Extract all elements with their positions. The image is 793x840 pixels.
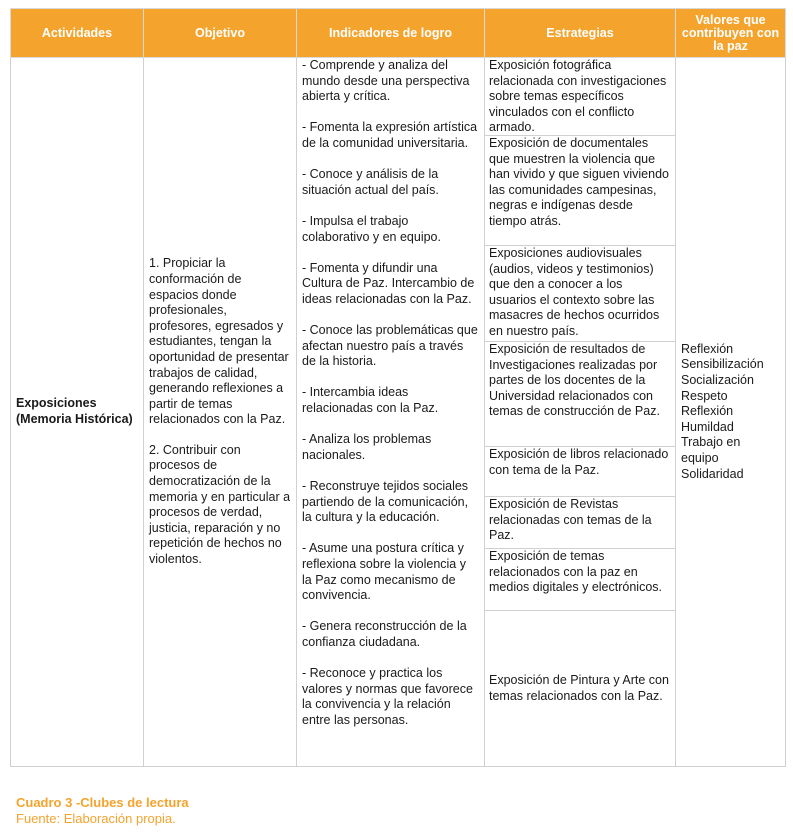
valor-item: Trabajo en equipo	[681, 435, 741, 465]
activities-table	[10, 8, 786, 767]
indicadores-list	[302, 58, 479, 729]
table-caption	[16, 795, 189, 827]
caption-source: Fuente: Elaboración propia.	[16, 811, 176, 826]
estrategia-item: Exposiciones audiovisuales (audios, videos y testimonios) que den a conocer a los usuarios el contexto sobre las masacres de hechos ocurridos en nuestro país.	[485, 246, 675, 342]
valores-cell	[676, 58, 786, 767]
header-valores: Valores que contribuyen con la paz	[676, 9, 786, 58]
indicador-item: - Comprende y analiza del mundo desde una perspectiva abierta y crítica.	[302, 58, 470, 104]
indicador-item: - Impulsa el trabajo colaborativo y en equipo.	[302, 213, 441, 244]
actividad-cell	[11, 58, 144, 767]
indicador-item: - Intercambia ideas relacionadas con la Paz.	[302, 385, 439, 416]
indicadores-cell	[297, 58, 485, 767]
header-actividades: Actividades	[11, 9, 144, 58]
objetivo-2: 2. Contribuir con procesos de democratización de la memoria y en particular a procesos de verdad, justicia, reparación y no repetición de hechos no violentos.	[149, 442, 291, 567]
valores-list	[681, 342, 780, 482]
indicador-item: - Conoce las problemáticas que afectan nuestro país a través de la historia.	[302, 323, 478, 369]
valor-item: Socialización	[681, 373, 754, 388]
indicador-item: - Fomenta y difundir una Cultura de Paz. Intercambio de ideas relacionadas con la Paz.	[302, 260, 475, 306]
objetivo-1: 1. Propiciar la conformación de espacios donde profesionales, profesores, egresados y estudiantes, tengan la oportunidad de presentar trabajos de calidad, generando reflexiones a partir de temas relacionados con la Paz.	[149, 256, 289, 427]
estrategia-item: Exposición fotográfica relacionada con investigaciones sobre temas específicos vinculados con el conflicto armado.	[485, 58, 675, 136]
valor-item: Reflexión	[681, 341, 734, 356]
estrategia-item: Exposición de temas relacionados con la paz en medios digitales y electrónicos.	[485, 549, 675, 611]
indicador-item: - Analiza los problemas nacionales.	[302, 432, 432, 462]
actividad-text: Exposiciones (Memoria Histórica)	[16, 396, 133, 426]
indicador-item: - Reconoce y practica los valores y normas que favorece la convivencia y la relación entre las personas.	[302, 666, 473, 727]
estrategias-list	[485, 58, 675, 766]
header-objetivo: Objetivo	[144, 9, 297, 58]
valor-item: Solidaridad	[681, 466, 744, 481]
estrategia-item: Exposición de documentales que muestren la violencia que han vivido y que siguen viviendo las comunidades campesinas, negras e indígenas desde tiempo atrás.	[485, 136, 675, 246]
table-header-row	[11, 9, 786, 58]
estrategia-item: Exposición de Pintura y Arte con temas relacionados con la Paz.	[489, 672, 669, 703]
indicador-item: - Fomenta la expresión artística de la comunidad universitaria.	[302, 120, 478, 150]
indicador-item: - Genera reconstrucción de la confianza ciudadana.	[302, 619, 467, 649]
indicador-item: - Conoce y análisis de la situación actual del país.	[302, 167, 439, 197]
estrategia-item: Exposición de Revistas relacionadas con temas de la Paz.	[485, 497, 675, 549]
header-estrategias: Estrategias	[485, 9, 676, 58]
caption-title: Cuadro 3 -Clubes de lectura	[16, 795, 189, 810]
valor-item: Sensibilización	[681, 357, 764, 372]
estrategia-item: Exposición de resultados de Investigaciones realizadas por partes de los docentes de la Universidad relacionados con temas de construcción de Paz.	[485, 342, 675, 447]
estrategia-item: Exposición de libros relacionado con tema de la Paz.	[485, 447, 675, 497]
table-row	[11, 58, 786, 767]
indicador-item: - Reconstruye tejidos sociales partiendo de la comunicación, la cultura y la educación.	[302, 479, 469, 525]
valor-item: Respeto	[681, 388, 728, 403]
indicador-item: - Asume una postura crítica y reflexiona sobre la violencia y la Paz como mecanismo de convivencia.	[302, 541, 466, 603]
valor-item: Reflexión	[681, 404, 734, 419]
objetivo-cell	[144, 58, 297, 767]
estrategias-cell	[485, 58, 676, 767]
header-indicadores: Indicadores de logro	[297, 9, 485, 58]
valor-item: Humildad	[681, 419, 734, 434]
